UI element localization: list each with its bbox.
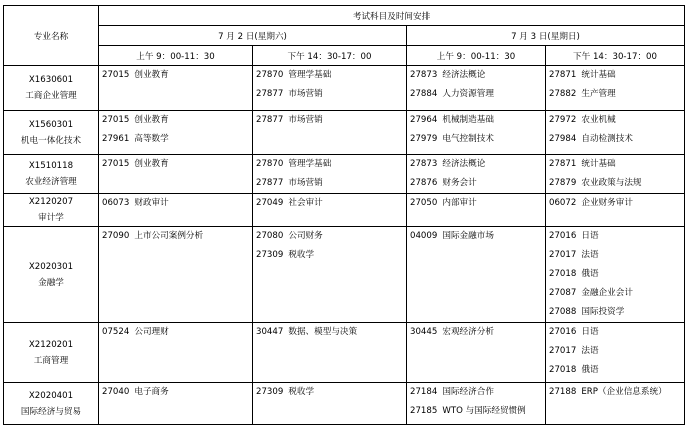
course-code: 27979 xyxy=(410,134,438,144)
course-entry xyxy=(256,85,406,104)
exam-slot-day2-morning xyxy=(407,227,546,323)
course-name: 高等数学 xyxy=(134,134,169,144)
major-cell xyxy=(4,227,99,323)
major-code: X1630601 xyxy=(28,75,74,85)
major-cell xyxy=(4,111,99,155)
course-name: 财政审计 xyxy=(134,198,169,208)
course-code: 27876 xyxy=(410,178,438,188)
course-entry xyxy=(549,130,684,149)
exam-slot-day1-afternoon xyxy=(253,383,407,425)
course-entry xyxy=(549,174,684,193)
course-code: 27188 xyxy=(549,387,577,397)
course-name: 税收学 xyxy=(288,250,315,260)
major-name: 工商企业管理 xyxy=(25,91,77,101)
course-entry xyxy=(549,265,684,284)
course-entry xyxy=(102,323,252,342)
exam-slot-day2-morning xyxy=(407,383,546,425)
course-name: ERP（企业信息系统） xyxy=(581,387,667,397)
course-name: 宏观经济分析 xyxy=(442,327,494,337)
major-column-header: 专业名称 xyxy=(4,6,99,66)
course-entry xyxy=(102,66,252,85)
course-entry xyxy=(549,361,684,380)
exam-slot-day1-afternoon xyxy=(253,194,407,227)
exam-slot-day1-morning xyxy=(99,111,253,155)
course-code: 27087 xyxy=(549,288,577,298)
course-code: 27877 xyxy=(256,178,284,188)
exam-slot-day2-morning xyxy=(407,66,546,111)
course-name: 创业教育 xyxy=(134,115,169,125)
exam-slot-day2-afternoon xyxy=(546,383,685,425)
major-name: 农业经济管理 xyxy=(25,177,77,187)
course-code: 27884 xyxy=(410,89,438,99)
course-code: 04009 xyxy=(410,231,438,241)
exam-slot-day1-afternoon xyxy=(253,66,407,111)
major-cell xyxy=(4,194,99,227)
course-code: 27309 xyxy=(256,250,284,260)
major-name: 工商管理 xyxy=(33,355,69,366)
exam-slot-day2-afternoon xyxy=(546,194,685,227)
major-code: X1560301 xyxy=(28,119,74,130)
exam-slot-day2-afternoon xyxy=(546,227,685,323)
course-name: 统计基础 xyxy=(581,159,616,169)
course-name: 财务会计 xyxy=(442,178,477,188)
course-name: 统计基础 xyxy=(581,70,616,80)
course-entry xyxy=(256,155,406,174)
day-1-afternoon-header: 下午 14：30-17：00 xyxy=(253,46,407,66)
course-entry xyxy=(549,66,684,85)
course-code: 27090 xyxy=(102,231,130,241)
course-name: 内部审计 xyxy=(442,198,477,208)
course-code: 27080 xyxy=(256,231,284,241)
course-name: 公司财务 xyxy=(288,231,323,241)
exam-schedule-table xyxy=(3,5,685,425)
course-name: 法语 xyxy=(581,346,599,356)
course-code: 27873 xyxy=(410,70,438,80)
course-name: 企业财务审计 xyxy=(581,198,633,208)
exam-slot-day2-morning xyxy=(407,194,546,227)
exam-slot-day2-morning xyxy=(407,323,546,383)
exam-slot-day2-afternoon xyxy=(546,155,685,194)
course-name: 日语 xyxy=(581,327,599,337)
day-1-header: 7 月 2 日(星期六) xyxy=(99,26,407,46)
course-name: 金融企业会计 xyxy=(581,288,633,298)
course-code: 07524 xyxy=(102,327,130,337)
course-entry xyxy=(410,194,545,213)
major-cell xyxy=(4,383,99,425)
course-code: 27017 xyxy=(549,346,577,356)
exam-slot-day2-afternoon xyxy=(546,111,685,155)
major-row xyxy=(4,323,685,383)
course-entry xyxy=(256,227,406,246)
major-name: 国际经济与贸易 xyxy=(20,406,82,417)
course-code: 27049 xyxy=(256,198,284,208)
course-entry xyxy=(549,111,684,130)
course-code: 27018 xyxy=(549,365,577,375)
course-code: 27018 xyxy=(549,269,577,279)
course-name: 农业政策与法规 xyxy=(581,178,642,188)
course-code: 27870 xyxy=(256,70,284,80)
course-code: 06073 xyxy=(102,198,130,208)
day-2-afternoon-header: 下午 14：30-17：00 xyxy=(546,46,685,66)
major-code: X2020401 xyxy=(28,390,74,401)
exam-slot-day1-afternoon xyxy=(253,323,407,383)
major-code: X2020301 xyxy=(28,261,74,272)
course-entry xyxy=(410,174,545,193)
course-code: 27871 xyxy=(549,70,577,80)
course-code: 27050 xyxy=(410,198,438,208)
course-entry xyxy=(256,194,406,213)
exam-slot-day2-morning xyxy=(407,155,546,194)
course-name: 公司理财 xyxy=(134,327,169,337)
course-name: WTO 与国际经贸惯例 xyxy=(442,406,526,416)
course-code: 27877 xyxy=(256,115,284,125)
course-name: 管理学基础 xyxy=(288,159,332,169)
course-entry xyxy=(549,85,684,104)
course-code: 27015 xyxy=(102,159,130,169)
exam-slot-day1-morning xyxy=(99,66,253,111)
course-name: 自动检测技术 xyxy=(581,134,633,144)
course-entry xyxy=(549,383,684,402)
exam-slot-day2-afternoon xyxy=(546,323,685,383)
course-name: 国际经济合作 xyxy=(442,387,494,397)
course-code: 27016 xyxy=(549,327,577,337)
day-1-morning-header: 上午 9：00-11：30 xyxy=(99,46,253,66)
exam-slot-day1-morning xyxy=(99,155,253,194)
course-name: 社会审计 xyxy=(288,198,323,208)
course-code: 27017 xyxy=(549,250,577,260)
major-row xyxy=(4,227,685,323)
course-code: 27016 xyxy=(549,231,577,241)
course-code: 27185 xyxy=(410,406,438,416)
course-name: 国际投资学 xyxy=(581,307,625,317)
major-row xyxy=(4,111,685,155)
course-entry xyxy=(102,111,252,130)
course-name: 电子商务 xyxy=(134,387,169,397)
exam-slot-day1-morning xyxy=(99,323,253,383)
course-name: 市场营销 xyxy=(288,115,323,125)
course-entry xyxy=(102,383,252,402)
course-entry xyxy=(410,323,545,342)
course-code: 27964 xyxy=(410,115,438,125)
course-name: 法语 xyxy=(581,250,599,260)
day-2-header: 7 月 3 日(星期日) xyxy=(407,26,685,46)
exam-slot-day2-afternoon xyxy=(546,66,685,111)
major-row xyxy=(4,155,685,194)
course-entry xyxy=(549,303,684,322)
course-code: 27877 xyxy=(256,89,284,99)
course-entry xyxy=(256,323,406,342)
exam-slot-day1-afternoon xyxy=(253,227,407,323)
exam-slot-day1-morning xyxy=(99,194,253,227)
course-code: 27873 xyxy=(410,159,438,169)
exam-slot-day1-afternoon xyxy=(253,155,407,194)
course-name: 俄语 xyxy=(581,269,599,279)
course-entry xyxy=(549,227,684,246)
major-code: X1510118 xyxy=(28,161,74,171)
course-name: 经济法概论 xyxy=(442,70,486,80)
course-name: 农业机械 xyxy=(581,115,616,125)
course-entry xyxy=(410,402,545,421)
course-code: 27882 xyxy=(549,89,577,99)
course-name: 俄语 xyxy=(581,365,599,375)
course-name: 生产管理 xyxy=(581,89,616,99)
exam-slot-day1-morning xyxy=(99,227,253,323)
major-row xyxy=(4,66,685,111)
day-2-morning-header: 上午 9：00-11：30 xyxy=(407,46,546,66)
major-cell xyxy=(4,323,99,383)
course-entry xyxy=(549,155,684,174)
course-code: 27984 xyxy=(549,134,577,144)
course-code: 27879 xyxy=(549,178,577,188)
course-entry xyxy=(410,383,545,402)
course-name: 税收学 xyxy=(288,387,315,397)
major-code: X2120201 xyxy=(28,339,74,350)
course-name: 创业教育 xyxy=(134,70,169,80)
course-entry xyxy=(410,227,545,246)
course-entry xyxy=(549,323,684,342)
course-entry xyxy=(256,174,406,193)
major-name: 金融学 xyxy=(38,277,64,288)
exam-slot-day1-morning xyxy=(99,383,253,425)
schedule-header: 考试科目及时间安排 xyxy=(99,6,685,26)
course-name: 电气控制技术 xyxy=(442,134,494,144)
course-entry xyxy=(410,155,545,174)
course-entry xyxy=(549,342,684,361)
course-entry xyxy=(410,130,545,149)
course-entry xyxy=(256,111,406,130)
course-code: 30445 xyxy=(410,327,438,337)
course-name: 机械制造基础 xyxy=(442,115,494,125)
course-entry xyxy=(256,66,406,85)
course-name: 经济法概论 xyxy=(442,159,486,169)
course-name: 人力资源管理 xyxy=(442,89,494,99)
course-name: 数据、模型与决策 xyxy=(288,327,358,337)
course-code: 27972 xyxy=(549,115,577,125)
course-name: 日语 xyxy=(581,231,599,241)
major-row xyxy=(4,194,685,227)
major-cell xyxy=(4,66,99,111)
course-name: 管理学基础 xyxy=(288,70,332,80)
course-code: 27088 xyxy=(549,307,577,317)
major-row xyxy=(4,383,685,425)
course-entry xyxy=(256,383,406,402)
course-name: 市场营销 xyxy=(288,89,323,99)
course-code: 30447 xyxy=(256,327,284,337)
course-name: 上市公司案例分析 xyxy=(134,231,204,241)
course-name: 国际金融市场 xyxy=(442,231,494,241)
course-name: 市场营销 xyxy=(288,178,323,188)
course-code: 27961 xyxy=(102,134,130,144)
course-entry xyxy=(549,194,684,213)
major-cell xyxy=(4,155,99,194)
course-entry xyxy=(410,66,545,85)
course-entry xyxy=(102,227,252,246)
course-code: 27871 xyxy=(549,159,577,169)
major-name: 审计学 xyxy=(38,213,64,223)
course-code: 06072 xyxy=(549,198,577,208)
course-code: 27309 xyxy=(256,387,284,397)
course-code: 27184 xyxy=(410,387,438,397)
course-entry xyxy=(410,111,545,130)
course-entry xyxy=(410,85,545,104)
course-entry xyxy=(102,194,252,213)
exam-slot-day2-morning xyxy=(407,111,546,155)
course-code: 27040 xyxy=(102,387,130,397)
course-code: 27015 xyxy=(102,115,130,125)
course-entry xyxy=(102,155,252,174)
course-entry xyxy=(102,130,252,149)
major-name: 机电一体化技术 xyxy=(20,135,82,146)
course-name: 创业教育 xyxy=(134,159,169,169)
course-entry xyxy=(549,246,684,265)
course-code: 27015 xyxy=(102,70,130,80)
exam-slot-day1-afternoon xyxy=(253,111,407,155)
course-entry xyxy=(256,246,406,265)
major-code: X2120207 xyxy=(28,197,74,207)
course-code: 27870 xyxy=(256,159,284,169)
course-entry xyxy=(549,284,684,303)
